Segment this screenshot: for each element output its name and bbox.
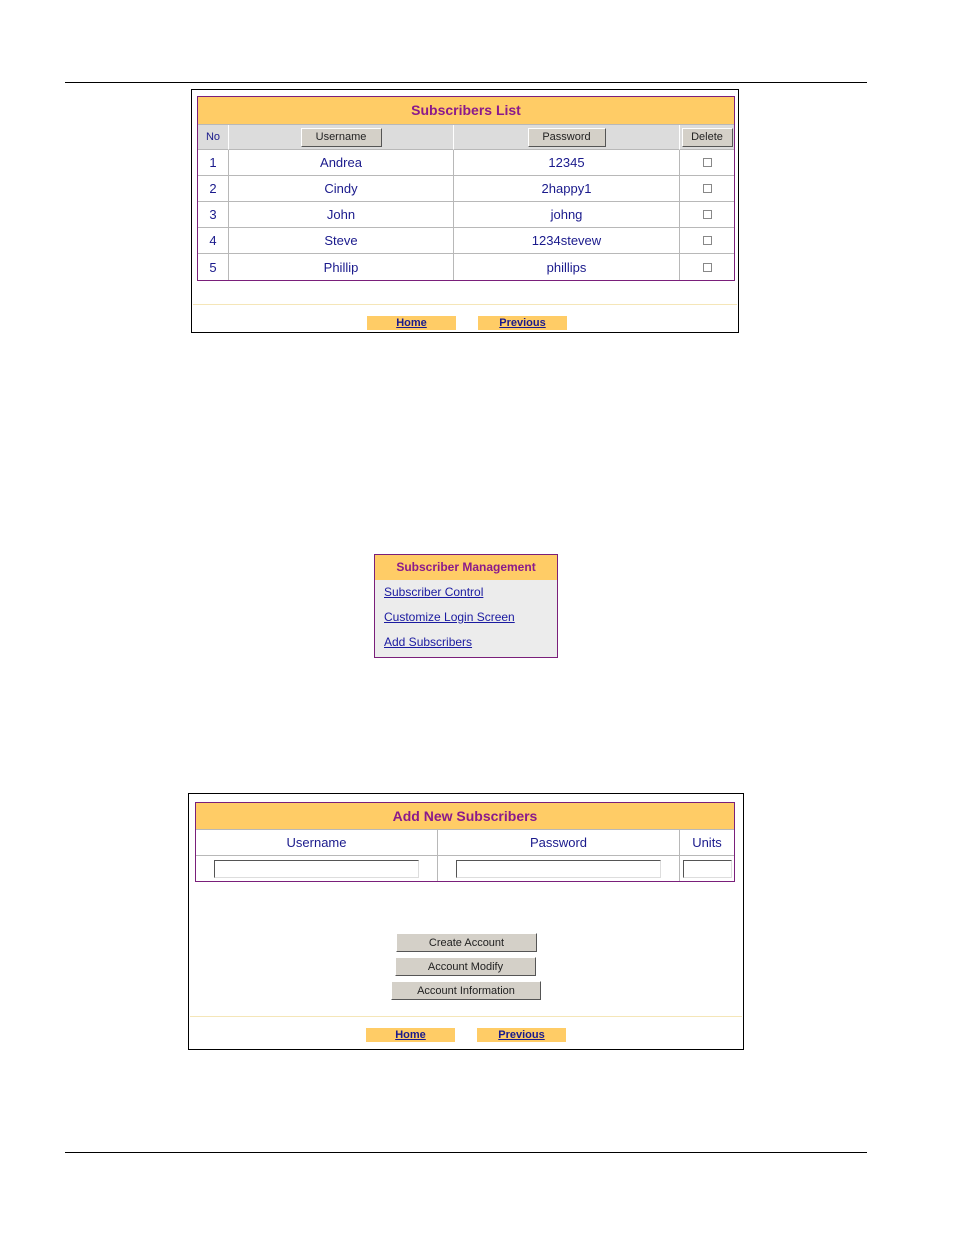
row-delete-cell	[680, 202, 734, 228]
col-password-header	[454, 125, 680, 150]
panel-divider	[193, 304, 737, 305]
subscribers-list-panel	[191, 89, 739, 333]
panel-divider	[190, 1016, 742, 1017]
add-new-subscribers-title: Add New Subscribers	[196, 803, 734, 830]
subscribers-list-header	[198, 125, 734, 150]
add-new-subscribers-table	[195, 802, 735, 882]
delete-checkbox[interactable]	[703, 236, 712, 245]
top-rule	[65, 82, 867, 83]
row-delete-cell	[680, 150, 734, 176]
units-column-label: Units	[680, 830, 734, 856]
row-delete-cell	[680, 228, 734, 254]
table-row	[198, 202, 734, 228]
table-row	[198, 254, 734, 280]
units-input[interactable]	[683, 860, 732, 878]
table-row	[198, 176, 734, 202]
account-information-button[interactable]: Account Information	[391, 981, 541, 1000]
subscribers-list-title: Subscribers List	[198, 97, 734, 125]
username-input-cell	[196, 856, 438, 881]
password-input[interactable]	[456, 860, 661, 878]
row-number: 5	[198, 254, 229, 280]
row-delete-cell	[680, 254, 734, 280]
row-password: phillips	[454, 254, 680, 280]
username-column-label: Username	[196, 830, 438, 856]
delete-checkbox[interactable]	[703, 158, 712, 167]
add-new-subscribers-panel	[188, 793, 744, 1050]
delete-checkbox[interactable]	[703, 210, 712, 219]
subscriber-management-menu	[374, 554, 558, 658]
delete-checkbox[interactable]	[703, 184, 712, 193]
bottom-rule	[65, 1152, 867, 1153]
subscriber-control-link[interactable]: Subscriber Control	[384, 585, 484, 599]
delete-button[interactable]: Delete	[682, 128, 733, 147]
add-subscribers-input-row	[196, 856, 734, 881]
delete-checkbox[interactable]	[703, 263, 712, 272]
previous-link[interactable]: Previous	[477, 1028, 566, 1042]
row-password: 1234stevew	[454, 228, 680, 254]
password-column-label: Password	[438, 830, 680, 856]
add-subscribers-header	[196, 830, 734, 856]
col-username-header	[229, 125, 454, 150]
row-password: 2happy1	[454, 176, 680, 202]
col-delete-header	[680, 125, 734, 150]
sort-username-button[interactable]: Username	[301, 128, 382, 147]
previous-link[interactable]: Previous	[478, 316, 567, 330]
add-subscribers-link[interactable]: Add Subscribers	[384, 635, 473, 649]
row-number: 1	[198, 150, 229, 176]
row-password: johng	[454, 202, 680, 228]
row-delete-cell	[680, 176, 734, 202]
row-username: Cindy	[229, 176, 454, 202]
row-number: 3	[198, 202, 229, 228]
col-no-header	[198, 125, 229, 150]
table-row	[198, 150, 734, 176]
password-input-cell	[438, 856, 680, 881]
row-password: 12345	[454, 150, 680, 176]
units-input-cell	[680, 856, 734, 881]
col-no-label: No	[205, 131, 221, 143]
create-account-button[interactable]: Create Account	[396, 933, 537, 952]
home-link[interactable]: Home	[366, 1028, 455, 1042]
row-number: 4	[198, 228, 229, 254]
row-username: Andrea	[229, 150, 454, 176]
table-row	[198, 228, 734, 254]
row-username: John	[229, 202, 454, 228]
home-link[interactable]: Home	[367, 316, 456, 330]
customize-login-screen-link[interactable]: Customize Login Screen	[384, 610, 515, 624]
row-number: 2	[198, 176, 229, 202]
account-modify-button[interactable]: Account Modify	[395, 957, 536, 976]
username-input[interactable]	[214, 860, 419, 878]
row-username: Phillip	[229, 254, 454, 280]
sort-password-button[interactable]: Password	[528, 128, 606, 147]
subscribers-list-table	[197, 96, 735, 281]
row-username: Steve	[229, 228, 454, 254]
subscriber-management-title: Subscriber Management	[375, 555, 557, 580]
